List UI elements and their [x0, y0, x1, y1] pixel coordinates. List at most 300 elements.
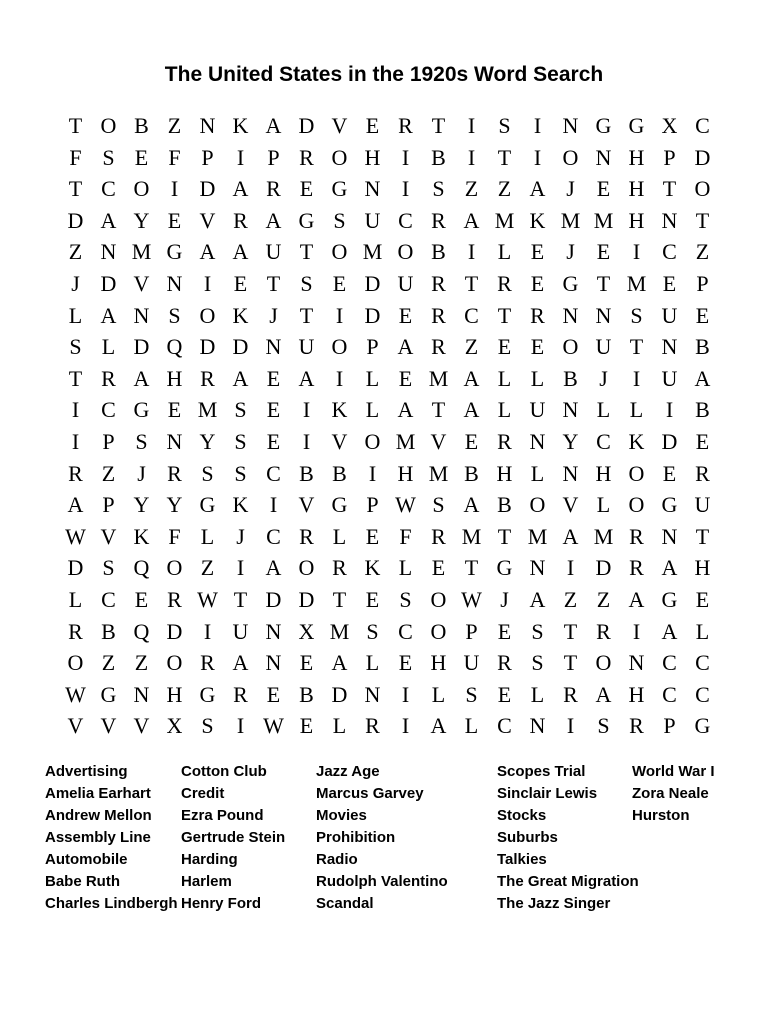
- grid-letter: T: [596, 270, 611, 296]
- grid-letter: N: [100, 239, 117, 265]
- word-list: [0, 761, 768, 921]
- grid-letter: H: [364, 144, 381, 170]
- grid-letter: D: [100, 270, 117, 296]
- grid-letter: B: [497, 492, 512, 518]
- grid-letter: C: [266, 523, 281, 549]
- grid-letter: R: [398, 113, 413, 138]
- grid-letter: A: [232, 365, 249, 391]
- grid-letter: E: [596, 239, 611, 265]
- grid-row: [59, 268, 719, 300]
- grid-letter: R: [233, 207, 248, 233]
- grid-letter: F: [69, 144, 82, 170]
- grid-letter: I: [566, 713, 575, 739]
- grid-letter: A: [694, 365, 711, 391]
- grid-letter: E: [662, 460, 677, 486]
- grid-letter: E: [266, 397, 281, 423]
- grid-row: [59, 142, 719, 174]
- grid-letter: M: [593, 207, 614, 233]
- grid-letter: A: [100, 207, 117, 233]
- grid-letter: T: [464, 555, 479, 581]
- word-list-item: Charles Lindbergh: [45, 895, 178, 912]
- letter-grid: [59, 110, 719, 742]
- grid-letter: O: [199, 302, 216, 328]
- grid-letter: I: [632, 618, 641, 644]
- grid-letter: B: [134, 113, 149, 138]
- grid-letter: S: [102, 555, 115, 581]
- grid-row: [59, 173, 719, 205]
- grid-letter: O: [562, 334, 579, 360]
- grid-letter: P: [201, 144, 214, 170]
- grid-letter: E: [365, 586, 380, 612]
- grid-letter: Y: [199, 428, 216, 454]
- grid-letter: Z: [695, 239, 710, 265]
- grid-letter: E: [332, 270, 347, 296]
- grid-letter: T: [299, 302, 314, 328]
- grid-letter: I: [269, 492, 278, 518]
- grid-letter: N: [265, 334, 282, 360]
- grid-letter: R: [530, 302, 545, 328]
- word-list-item: The Great Migration: [497, 873, 639, 890]
- grid-letter: D: [67, 555, 84, 581]
- grid-letter: H: [430, 650, 447, 676]
- grid-letter: E: [596, 176, 611, 202]
- grid-letter: N: [661, 523, 678, 549]
- grid-letter: C: [695, 113, 710, 138]
- grid-letter: R: [200, 650, 215, 676]
- grid-letter: A: [397, 397, 414, 423]
- grid-letter: R: [431, 334, 446, 360]
- grid-letter: A: [397, 334, 414, 360]
- grid-letter: L: [497, 397, 512, 423]
- grid-letter: S: [201, 460, 214, 486]
- grid-letter: D: [199, 176, 216, 202]
- grid-row: [59, 679, 719, 711]
- grid-letter: T: [68, 113, 83, 138]
- grid-letter: D: [166, 618, 183, 644]
- grid-letter: E: [695, 428, 710, 454]
- grid-letter: B: [563, 365, 578, 391]
- word-list-item: Gertrude Stein: [181, 829, 286, 846]
- word-list-item: Assembly Line: [45, 829, 151, 846]
- grid-letter: N: [133, 681, 150, 707]
- grid-letter: A: [628, 586, 645, 612]
- grid-letter: U: [397, 270, 414, 296]
- grid-letter: S: [432, 492, 445, 518]
- grid-letter: T: [431, 397, 446, 423]
- grid-letter: G: [199, 492, 216, 518]
- grid-letter: E: [266, 365, 281, 391]
- grid-letter: C: [464, 302, 479, 328]
- grid-row: [59, 363, 719, 395]
- grid-letter: A: [595, 681, 612, 707]
- grid-letter: P: [663, 144, 676, 170]
- grid-letter: Q: [133, 555, 150, 581]
- grid-letter: L: [596, 397, 611, 423]
- grid-letter: R: [68, 618, 83, 644]
- word-list-item: Babe Ruth: [45, 873, 120, 890]
- grid-letter: I: [632, 365, 641, 391]
- grid-letter: I: [632, 239, 641, 265]
- grid-letter: G: [166, 239, 183, 265]
- grid-letter: Z: [101, 460, 116, 486]
- grid-letter: Y: [166, 492, 183, 518]
- grid-letter: I: [335, 302, 344, 328]
- grid-letter: I: [533, 113, 542, 138]
- grid-letter: D: [67, 207, 84, 233]
- grid-letter: F: [168, 144, 181, 170]
- grid-letter: H: [628, 144, 645, 170]
- grid-row: [59, 489, 719, 521]
- grid-letter: G: [694, 713, 711, 739]
- grid-letter: R: [167, 460, 182, 486]
- grid-letter: A: [232, 176, 249, 202]
- grid-letter: E: [398, 650, 413, 676]
- grid-letter: I: [71, 397, 80, 423]
- grid-letter: G: [100, 681, 117, 707]
- grid-letter: H: [628, 681, 645, 707]
- grid-letter: R: [266, 176, 281, 202]
- grid-letter: A: [430, 713, 447, 739]
- grid-letter: R: [497, 270, 512, 296]
- grid-letter: V: [133, 270, 150, 296]
- grid-letter: M: [362, 239, 383, 265]
- grid-letter: S: [300, 270, 313, 296]
- word-list-item: Amelia Earhart: [45, 785, 151, 802]
- grid-letter: S: [531, 618, 544, 644]
- word-list-item: Marcus Garvey: [316, 785, 424, 802]
- grid-letter: T: [497, 302, 512, 328]
- grid-letter: B: [695, 397, 710, 423]
- grid-letter: B: [695, 334, 710, 360]
- grid-letter: O: [133, 176, 150, 202]
- grid-letter: A: [232, 650, 249, 676]
- grid-letter: I: [401, 713, 410, 739]
- grid-letter: A: [331, 650, 348, 676]
- word-column: [497, 761, 639, 915]
- grid-letter: N: [661, 334, 678, 360]
- grid-letter: O: [166, 555, 183, 581]
- grid-letter: D: [661, 428, 678, 454]
- grid-letter: Z: [200, 555, 215, 581]
- grid-letter: R: [695, 460, 710, 486]
- grid-letter: W: [263, 713, 284, 739]
- grid-letter: O: [694, 176, 711, 202]
- grid-letter: O: [397, 239, 414, 265]
- grid-letter: R: [629, 555, 644, 581]
- grid-letter: C: [596, 428, 611, 454]
- grid-letter: N: [562, 302, 579, 328]
- grid-letter: G: [199, 681, 216, 707]
- grid-letter: B: [101, 618, 116, 644]
- grid-letter: B: [464, 460, 479, 486]
- grid-letter: M: [395, 428, 416, 454]
- grid-letter: Z: [134, 650, 149, 676]
- grid-letter: E: [695, 586, 710, 612]
- grid-letter: V: [562, 492, 579, 518]
- grid-row: [59, 394, 719, 426]
- grid-letter: P: [102, 428, 115, 454]
- grid-letter: R: [629, 523, 644, 549]
- grid-letter: E: [299, 176, 314, 202]
- grid-letter: J: [137, 460, 146, 486]
- grid-letter: I: [533, 144, 542, 170]
- grid-letter: R: [497, 650, 512, 676]
- grid-letter: H: [496, 460, 513, 486]
- grid-letter: W: [395, 492, 416, 518]
- grid-letter: T: [563, 650, 578, 676]
- grid-letter: T: [497, 144, 512, 170]
- grid-letter: V: [67, 713, 84, 739]
- grid-letter: I: [203, 270, 212, 296]
- grid-letter: E: [266, 428, 281, 454]
- grid-letter: T: [497, 523, 512, 549]
- grid-letter: I: [566, 555, 575, 581]
- grid-letter: D: [298, 586, 315, 612]
- grid-letter: R: [167, 586, 182, 612]
- grid-letter: O: [628, 492, 645, 518]
- grid-letter: M: [131, 239, 152, 265]
- grid-letter: I: [401, 681, 410, 707]
- grid-letter: V: [133, 713, 150, 739]
- grid-letter: S: [234, 428, 247, 454]
- grid-letter: I: [467, 239, 476, 265]
- grid-letter: R: [431, 270, 446, 296]
- grid-letter: D: [331, 681, 348, 707]
- grid-letter: T: [464, 270, 479, 296]
- grid-letter: M: [428, 460, 449, 486]
- grid-letter: P: [663, 713, 676, 739]
- grid-letter: P: [102, 492, 115, 518]
- grid-letter: N: [166, 428, 183, 454]
- grid-letter: A: [232, 239, 249, 265]
- grid-letter: C: [662, 681, 677, 707]
- grid-letter: T: [563, 618, 578, 644]
- grid-letter: S: [135, 428, 148, 454]
- word-column: [316, 761, 448, 915]
- grid-letter: R: [299, 523, 314, 549]
- grid-letter: H: [694, 555, 711, 581]
- word-list-item: Automobile: [45, 851, 128, 868]
- grid-letter: A: [463, 492, 480, 518]
- grid-letter: V: [100, 523, 117, 549]
- grid-row: [59, 236, 719, 268]
- grid-letter: K: [331, 397, 348, 423]
- grid-letter: T: [68, 365, 83, 391]
- grid-letter: L: [398, 555, 413, 581]
- grid-letter: O: [529, 492, 546, 518]
- word-list-item: Advertising: [45, 763, 128, 780]
- grid-letter: S: [597, 713, 610, 739]
- grid-letter: G: [562, 270, 579, 296]
- grid-letter: N: [529, 555, 546, 581]
- grid-letter: Y: [562, 428, 579, 454]
- grid-letter: Z: [563, 586, 578, 612]
- grid-letter: E: [233, 270, 248, 296]
- grid-letter: W: [197, 586, 218, 612]
- grid-letter: A: [265, 555, 282, 581]
- grid-letter: R: [431, 302, 446, 328]
- grid-letter: H: [397, 460, 414, 486]
- grid-letter: P: [696, 270, 709, 296]
- grid-letter: W: [461, 586, 482, 612]
- grid-letter: L: [200, 523, 215, 549]
- grid-letter: H: [628, 176, 645, 202]
- grid-letter: K: [232, 113, 249, 138]
- grid-letter: O: [628, 460, 645, 486]
- grid-letter: D: [133, 334, 150, 360]
- grid-letter: N: [562, 113, 579, 138]
- grid-letter: G: [595, 113, 612, 138]
- grid-letter: N: [133, 302, 150, 328]
- grid-letter: M: [494, 207, 515, 233]
- grid-letter: I: [302, 428, 311, 454]
- grid-letter: L: [365, 397, 380, 423]
- grid-letter: L: [68, 302, 83, 328]
- grid-letter: E: [530, 270, 545, 296]
- grid-letter: N: [562, 460, 579, 486]
- grid-letter: G: [298, 207, 315, 233]
- grid-letter: P: [366, 492, 379, 518]
- grid-letter: L: [431, 681, 446, 707]
- grid-row: [59, 458, 719, 490]
- grid-letter: I: [236, 713, 245, 739]
- grid-letter: K: [232, 302, 249, 328]
- grid-letter: S: [69, 334, 82, 360]
- grid-letter: A: [265, 113, 282, 138]
- grid-letter: M: [560, 207, 581, 233]
- grid-letter: A: [463, 397, 480, 423]
- grid-row: [59, 521, 719, 553]
- grid-letter: K: [133, 523, 150, 549]
- grid-letter: E: [497, 618, 512, 644]
- grid-letter: O: [595, 650, 612, 676]
- grid-letter: D: [595, 555, 612, 581]
- grid-letter: B: [431, 144, 446, 170]
- grid-letter: M: [626, 270, 647, 296]
- grid-letter: L: [332, 713, 347, 739]
- word-list-item: Zora Neale: [632, 785, 709, 802]
- grid-letter: E: [431, 555, 446, 581]
- grid-letter: I: [203, 618, 212, 644]
- grid-letter: T: [233, 586, 248, 612]
- grid-letter: E: [662, 270, 677, 296]
- grid-letter: L: [530, 365, 545, 391]
- grid-letter: T: [431, 113, 446, 138]
- grid-letter: C: [266, 460, 281, 486]
- word-list-item: Radio: [316, 851, 358, 868]
- grid-letter: D: [298, 113, 315, 138]
- grid-letter: E: [497, 334, 512, 360]
- grid-letter: S: [234, 460, 247, 486]
- grid-letter: A: [67, 492, 84, 518]
- grid-letter: E: [497, 681, 512, 707]
- grid-letter: O: [430, 618, 447, 644]
- grid-letter: N: [199, 113, 216, 138]
- grid-letter: T: [695, 207, 710, 233]
- word-column: [632, 761, 715, 827]
- word-list-item: Harding: [181, 851, 238, 868]
- grid-letter: L: [497, 239, 512, 265]
- grid-row: [59, 331, 719, 363]
- grid-letter: Q: [166, 334, 183, 360]
- page-title: The United States in the 1920s Word Search: [164, 63, 604, 86]
- grid-letter: A: [529, 586, 546, 612]
- grid-letter: Z: [497, 176, 512, 202]
- grid-letter: I: [335, 365, 344, 391]
- grid-letter: R: [596, 618, 611, 644]
- grid-letter: A: [463, 365, 480, 391]
- grid-letter: L: [101, 334, 116, 360]
- grid-letter: O: [364, 428, 381, 454]
- grid-letter: T: [68, 176, 83, 202]
- grid-letter: N: [364, 176, 381, 202]
- word-column: [181, 761, 285, 915]
- grid-letter: S: [630, 302, 643, 328]
- word-list-item: Stocks: [497, 807, 547, 824]
- word-list-item: Rudolph Valentino: [316, 873, 448, 890]
- grid-letter: J: [566, 239, 575, 265]
- grid-row: [59, 616, 719, 648]
- grid-letter: N: [529, 428, 546, 454]
- grid-letter: E: [695, 302, 710, 328]
- grid-letter: A: [265, 207, 282, 233]
- grid-row: [59, 300, 719, 332]
- grid-letter: Z: [101, 650, 116, 676]
- word-list-item: Andrew Mellon: [45, 807, 152, 824]
- grid-letter: T: [299, 239, 314, 265]
- word-list-item: Scandal: [316, 895, 374, 912]
- grid-letter: N: [265, 618, 282, 644]
- grid-letter: A: [529, 176, 546, 202]
- grid-letter: L: [695, 618, 710, 644]
- grid-letter: E: [299, 650, 314, 676]
- grid-letter: K: [232, 492, 249, 518]
- grid-letter: L: [629, 397, 644, 423]
- grid-letter: N: [595, 144, 612, 170]
- grid-letter: R: [233, 681, 248, 707]
- word-list-item: Credit: [181, 785, 225, 802]
- grid-letter: S: [168, 302, 181, 328]
- grid-letter: N: [628, 650, 645, 676]
- grid-letter: P: [366, 334, 379, 360]
- grid-letter: C: [101, 397, 116, 423]
- grid-letter: S: [102, 144, 115, 170]
- grid-letter: D: [364, 302, 381, 328]
- grid-letter: A: [463, 207, 480, 233]
- grid-letter: I: [71, 428, 80, 454]
- grid-letter: U: [529, 397, 546, 423]
- grid-letter: L: [365, 650, 380, 676]
- grid-letter: I: [467, 144, 476, 170]
- grid-letter: P: [267, 144, 280, 170]
- grid-letter: C: [101, 176, 116, 202]
- grid-letter: D: [694, 144, 711, 170]
- grid-letter: E: [167, 397, 182, 423]
- grid-letter: C: [398, 618, 413, 644]
- grid-letter: O: [430, 586, 447, 612]
- grid-letter: J: [71, 270, 80, 296]
- grid-letter: U: [661, 302, 678, 328]
- grid-letter: I: [401, 144, 410, 170]
- grid-letter: F: [399, 523, 412, 549]
- word-list-item: Hurston: [632, 807, 690, 824]
- grid-letter: J: [500, 586, 509, 612]
- grid-letter: O: [331, 334, 348, 360]
- word-column: [45, 761, 178, 915]
- grid-letter: A: [133, 365, 150, 391]
- grid-letter: T: [332, 586, 347, 612]
- word-list-item: Prohibition: [316, 829, 396, 846]
